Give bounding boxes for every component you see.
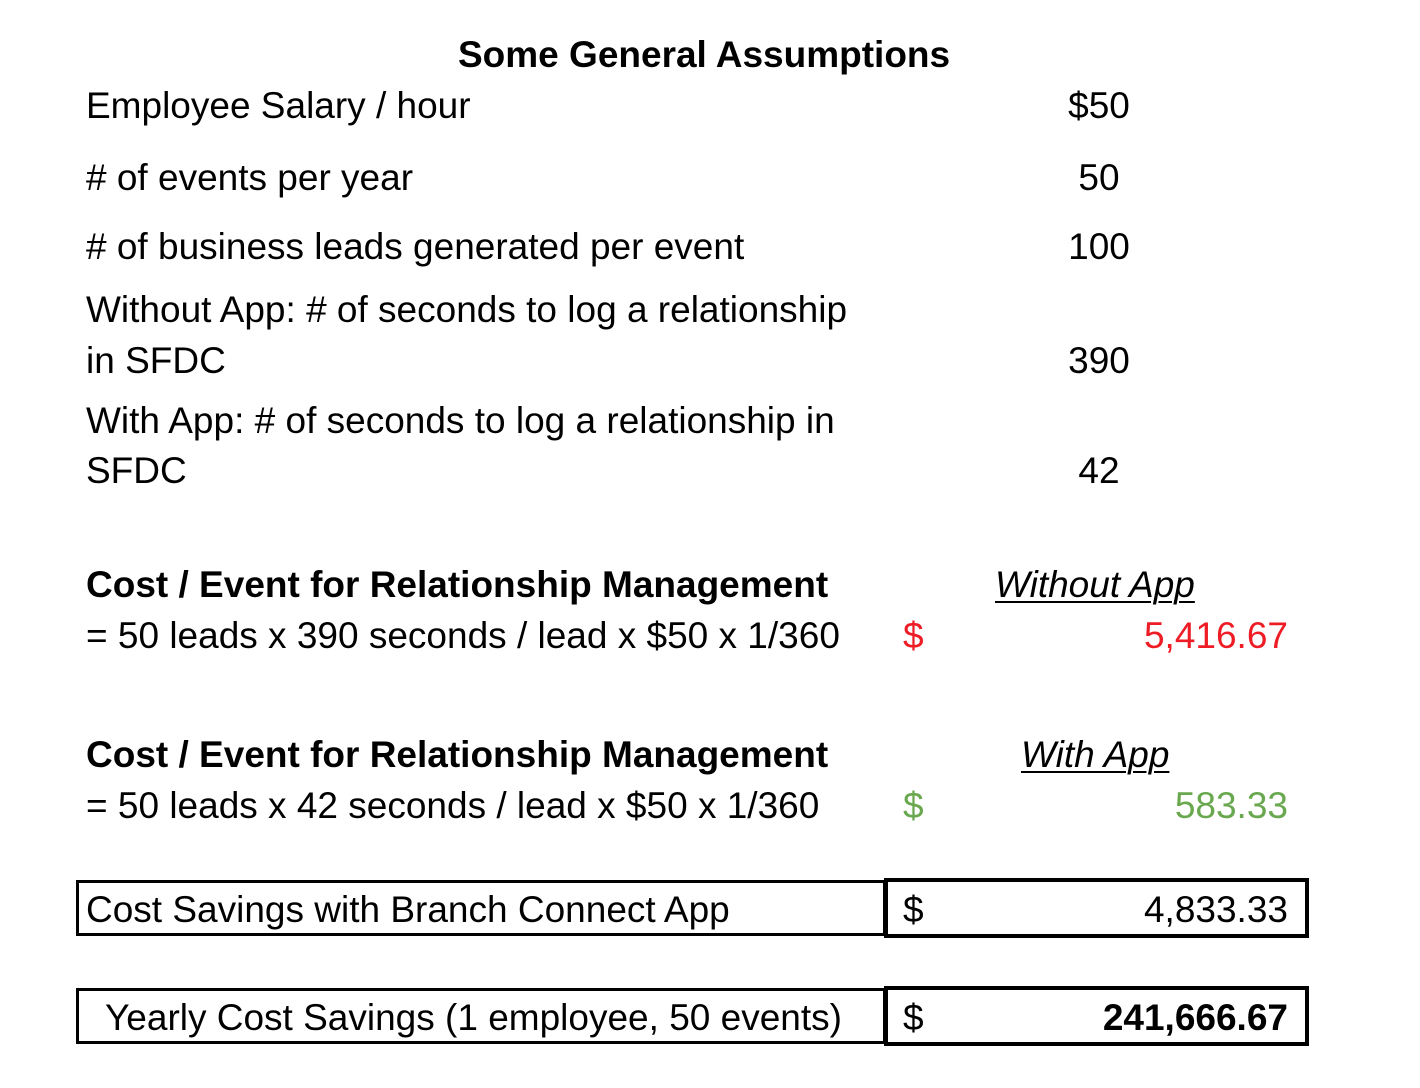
savings-label: Cost Savings with Branch Connect App (86, 889, 730, 930)
assumption-salary-label: Employee Salary / hour (86, 85, 471, 126)
without-app-column-label: Without App (995, 564, 1195, 605)
without-app-amount: 5,416.67 (1143, 615, 1288, 656)
with-app-amount: 583.33 (1174, 785, 1288, 826)
assumption-leads-label: # of business leads generated per event (86, 226, 745, 267)
assumption-leads-value: 100 (1068, 226, 1130, 267)
with-app-formula: = 50 leads x 42 seconds / lead x $50 x 1/360 (86, 785, 820, 826)
with-app-currency: $ (903, 785, 924, 826)
assumption-without-app-label-line2: in SFDC (86, 340, 226, 381)
yearly-currency: $ (903, 997, 924, 1038)
yearly-label: Yearly Cost Savings (1 employee, 50 events) (105, 997, 842, 1038)
assumption-salary-value: $50 (1068, 85, 1130, 126)
page-title: Some General Assumptions (458, 34, 951, 75)
assumption-with-app-value: 42 (1078, 450, 1120, 491)
assumption-events-value: 50 (1078, 157, 1120, 198)
assumption-events-label: # of events per year (86, 157, 414, 198)
assumption-with-app-label-line1: With App: # of seconds to log a relationship in (86, 400, 835, 441)
yearly-amount: 241,666.67 (1102, 997, 1288, 1038)
assumption-without-app-label-line1: Without App: # of seconds to log a relationship (86, 289, 848, 330)
without-app-currency: $ (903, 615, 924, 656)
assumption-with-app-label-line2: SFDC (86, 450, 187, 491)
savings-currency: $ (903, 889, 924, 930)
without-app-formula: = 50 leads x 390 seconds / lead x $50 x 1/360 (86, 615, 840, 656)
with-app-column-label: With App (1021, 734, 1170, 775)
with-app-heading: Cost / Event for Relationship Management (86, 734, 829, 775)
without-app-heading: Cost / Event for Relationship Management (86, 564, 829, 605)
assumption-without-app-value: 390 (1068, 340, 1130, 381)
savings-amount: 4,833.33 (1143, 889, 1288, 930)
